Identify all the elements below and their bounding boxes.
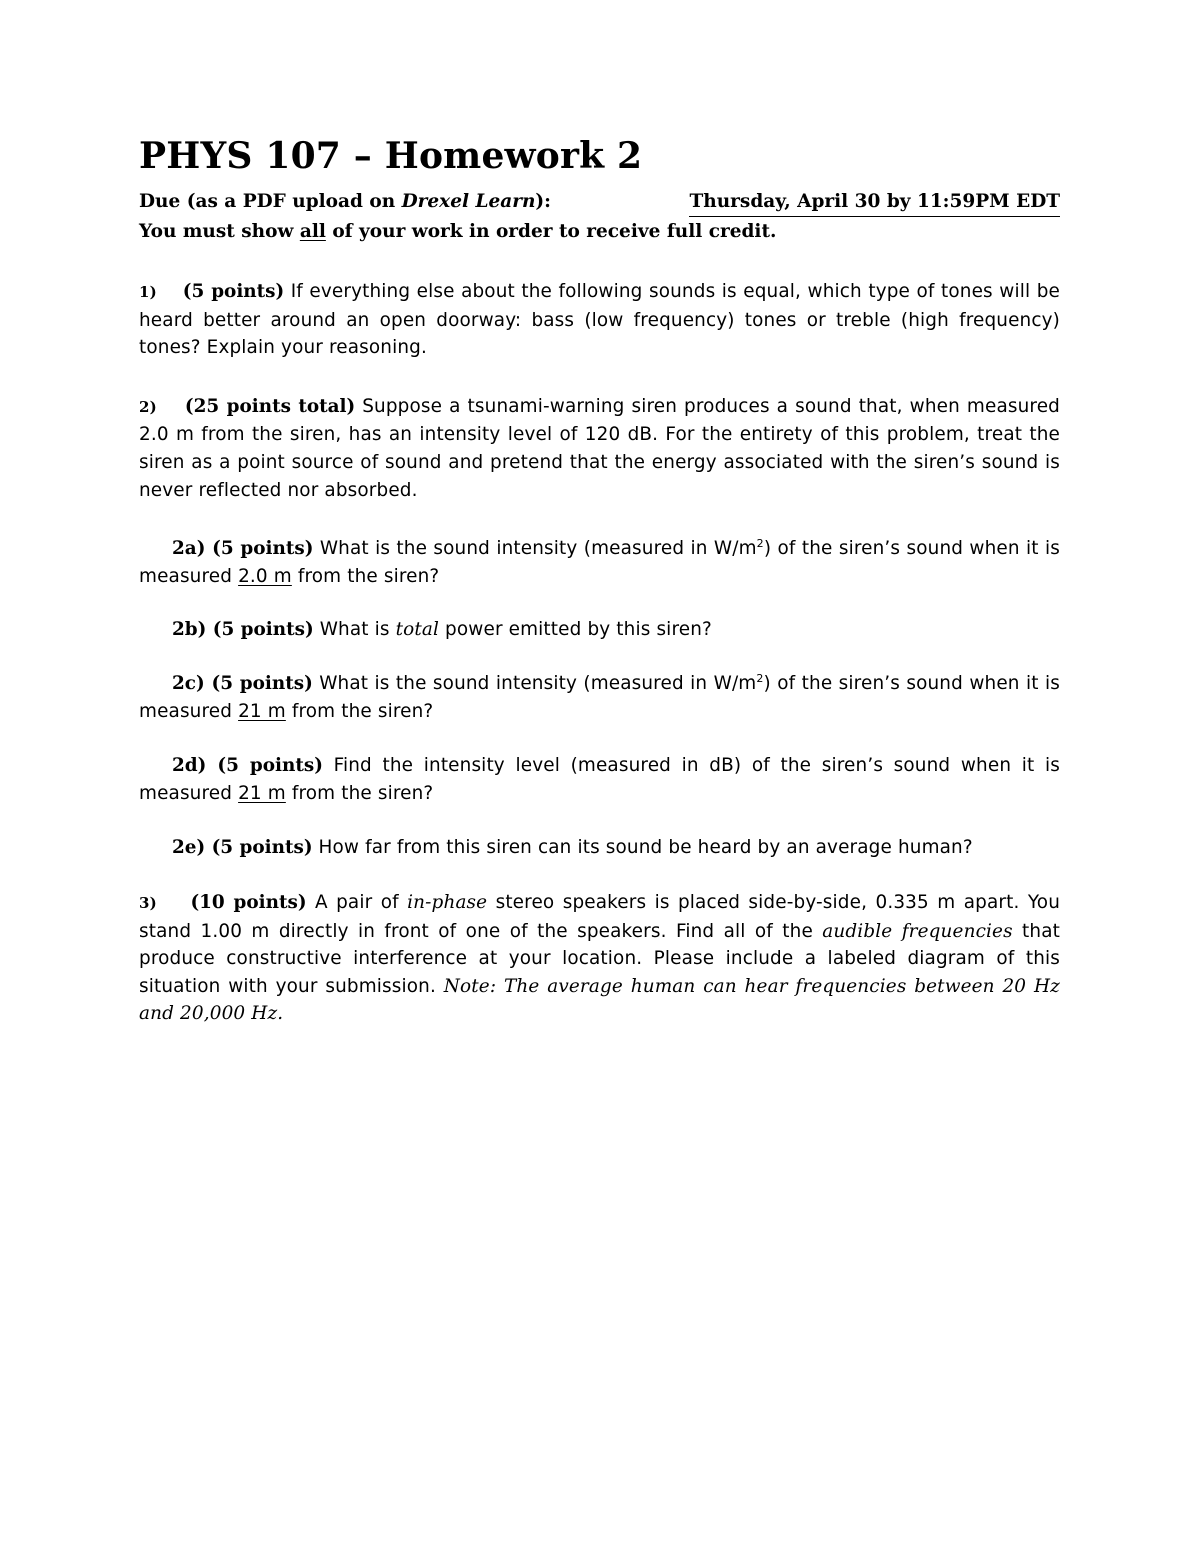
question-text: Find the intensity level (measured in dB) of the siren’s sound when it is measured xyxy=(139,755,1061,804)
question-text: A pair of xyxy=(306,891,408,913)
question-text: What is the sound intensity (measured in W/m xyxy=(312,672,757,694)
question-1 xyxy=(139,278,1060,362)
question-text: What is xyxy=(313,619,396,641)
question-number: 1) xyxy=(139,283,157,301)
emphasis: total xyxy=(395,619,440,641)
must-after: of your work in order to receive full credit. xyxy=(325,221,777,242)
superscript: 2 xyxy=(756,671,764,685)
instructions xyxy=(139,218,1060,245)
must-before: You must show xyxy=(139,221,300,242)
due-line xyxy=(139,188,1060,217)
question-text: How far from this siren can its sound be heard by an average human? xyxy=(312,837,973,859)
due-prefix: Due (as a PDF upload on xyxy=(139,191,402,212)
question-text: If everything else about the following sounds is equal, which type of tones will be heard better around an open doorway: bass (low frequency) tones or treble (high frequency) tones? Explain your reasoning. xyxy=(139,281,1061,359)
page-title: PHYS 107 – Homework 2 xyxy=(139,135,643,177)
question-number: 3) xyxy=(139,893,157,912)
due-label xyxy=(139,188,551,217)
question-label: 2d) (5 points) xyxy=(172,755,323,777)
question-2 xyxy=(139,393,1060,504)
question-text: from the siren? xyxy=(285,782,434,804)
question-2c xyxy=(139,670,1060,725)
due-suffix: ): xyxy=(535,191,551,212)
must-emph: all xyxy=(299,221,326,242)
question-text: from the siren? xyxy=(285,700,434,722)
homework-page xyxy=(139,132,1060,1028)
note: Note: The average human can hear frequencies between 20 Hz and 20,000 Hz. xyxy=(139,975,1060,1025)
question-text: stereo speakers is placed side-by-side, 0.335 m apart. You stand 1.00 m directly in front of one of the speakers. Find all of the xyxy=(139,891,1061,942)
emphasis: in-phase xyxy=(407,891,488,913)
question-2d xyxy=(139,752,1060,807)
question-points: (10 points) xyxy=(190,891,307,913)
question-text: ) of the siren’s sound when it is measured xyxy=(139,538,1060,587)
question-text: from the siren? xyxy=(291,565,440,587)
question-label: 2c) (5 points) xyxy=(172,672,313,694)
due-date: Thursday, April 30 by 11:59PM EDT xyxy=(689,188,1060,217)
question-text: What is the sound intensity (measured in W/m xyxy=(313,538,757,560)
question-text: that produce constructive interference at your location. Please include a labeled diagram of this situation with your submission. xyxy=(139,920,1060,997)
question-2b xyxy=(139,616,1060,644)
question-text: Suppose a tsunami-warning siren produces a sound that, when measured 2.0 m from the siren, has an intensity level of 120 dB. For the entirety of this problem, treat the siren as a point source of sound and pretend that the energy associated with the siren’s sound is never reflected nor absorbed. xyxy=(139,395,1061,501)
question-label: 2b) (5 points) xyxy=(172,619,314,641)
question-points: (5 points) xyxy=(182,281,285,302)
question-points: (25 points total) xyxy=(184,395,356,417)
distance-value: 2.0 m xyxy=(238,565,292,587)
question-number: 2) xyxy=(139,397,157,416)
superscript: 2 xyxy=(756,537,764,551)
question-2e xyxy=(139,834,1060,862)
question-2a xyxy=(139,535,1060,590)
due-platform: Drexel Learn xyxy=(401,191,536,212)
question-text: power emitted by this siren? xyxy=(439,619,712,641)
question-text: ) of the siren’s sound when it is measured xyxy=(139,672,1060,722)
question-label: 2a) (5 points) xyxy=(172,538,314,560)
question-label: 2e) (5 points) xyxy=(172,837,313,859)
distance-value: 21 m xyxy=(238,782,286,804)
distance-value: 21 m xyxy=(238,700,286,722)
question-3 xyxy=(139,889,1060,1028)
emphasis: audible frequencies xyxy=(822,920,1013,942)
